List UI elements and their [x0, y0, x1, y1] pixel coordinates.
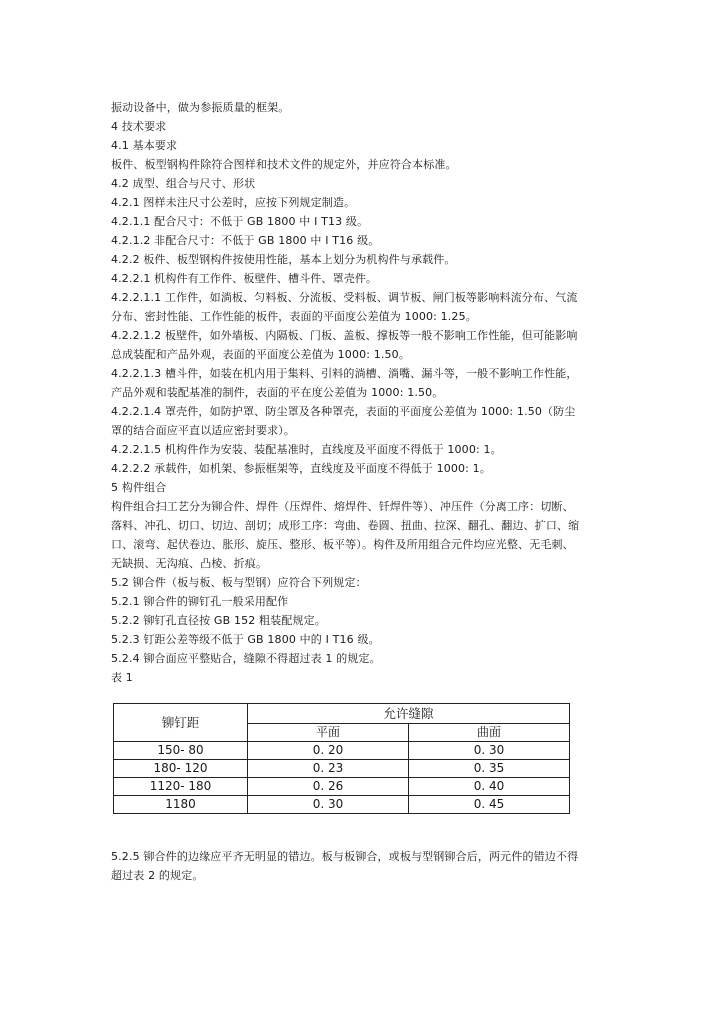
section-heading: 4.1 基本要求 [111, 139, 178, 152]
text-line: 4.2.2.1.5 机构件作为安装、装配基准时，直线度及平面度不得低于 1000: 1。 [111, 443, 502, 456]
table-cell: 0. 30 [248, 796, 409, 814]
text-line: 罩的结合面应平直以适应密封要求）。 [111, 424, 296, 437]
table-cell: 0. 30 [409, 742, 570, 760]
text-line: 4.2.1 图样未注尺寸公差时，应按下列规定制造。 [111, 196, 356, 209]
text-line: 5.2.3 钉距公差等级不低于 GB 1800 中的 I T16 级。 [111, 633, 380, 646]
text-line: 落料、冲孔、切口、切边、剖切；成形工序：弯曲、卷圆、扭曲、拉深、翻孔、翻边、扩口、缩 [111, 519, 580, 532]
table-header-row [114, 704, 570, 724]
text-line: 无缺损、无沟痕、凸棱、折痕。 [111, 557, 268, 570]
text-line: 5.2.2 铆钉孔直径按 GB 152 粗装配规定。 [111, 614, 326, 627]
table-cell: 0. 20 [248, 742, 409, 760]
table-cell: 0. 23 [248, 760, 409, 778]
table-cell: 1120- 180 [114, 778, 248, 796]
text-line: 4.2.2.1 机构件有工作件、板壁件、槽斗件、罩壳件。 [111, 272, 378, 285]
text-line: 板件、板型钢构件除符合图样和技术文件的规定外，并应符合本标准。 [111, 158, 457, 171]
table-caption: 表 1 [111, 671, 133, 684]
text-line: 4.2.2.1.1 工作件，如淌板、匀料板、分流板、受料板、调节板、闸门板等影响料流分布、气流 [111, 291, 578, 304]
flat-surface-header: 平面 [248, 724, 409, 742]
table-row [114, 760, 570, 778]
table-cell: 1180 [114, 796, 248, 814]
section-heading: 4 技术要求 [111, 120, 167, 133]
text-line: 产品外观和装配基准的制件，表面的平在度公差值为 1000: 1.50。 [111, 386, 444, 399]
table-cell: 180- 120 [114, 760, 248, 778]
text-line: 4.2.2.1.2 板壁件，如外墙板、内隔板、门板、盖板、撑板等一般不影响工作性能，但可能影响 [111, 329, 578, 342]
text-line: 振动设备中，做为参振质量的框架。 [111, 101, 290, 114]
rivet-gap-table [113, 703, 570, 814]
table-row [114, 796, 570, 814]
section-heading: 5 构件组合 [111, 481, 167, 494]
table-row [114, 778, 570, 796]
section-heading: 4.2 成型、组合与尺寸、形状 [111, 177, 256, 190]
rivet-pitch-header: 铆钉距 [114, 704, 248, 742]
text-line: 超过表 2 的规定。 [111, 869, 204, 882]
text-line: 5.2.5 铆合件的边缘应平齐无明显的错边。板与板铆合，或板与型钢铆合后，两元件的错边不得 [111, 850, 579, 863]
text-line: 5.2 铆合件（板与板、板与型钢）应符合下列规定： [111, 576, 367, 589]
text-line: 4.2.1.2 非配合尺寸：不低于 GB 1800 中 I T16 级。 [111, 234, 380, 247]
allowed-gap-header: 允许缝隙 [248, 704, 570, 724]
text-line: 5.2.1 铆合件的铆钉孔一般采用配作 [111, 595, 289, 608]
table-cell: 0. 35 [409, 760, 570, 778]
table-cell: 0. 40 [409, 778, 570, 796]
text-line: 口、滚弯、起伏卷边、胀形、旋压、整形、板平等）。构件及所用组合元件均应光整、无毛刺、 [111, 538, 574, 551]
table-row [114, 742, 570, 760]
text-line: 4.2.2.2 承载件，如机架、参振框架等，直线度及平面度不得低于 1000: 1。 [111, 462, 491, 475]
text-line: 4.2.2.1.4 罩壳件，如防护罩、防尘罩及各种罩壳，表面的平面度公差值为 1000: 1.50（防尘 [111, 405, 576, 418]
table-cell: 0. 45 [409, 796, 570, 814]
text-line: 4.2.2.1.3 槽斗件，如装在机内用于集料、引料的淌槽、淌嘴、漏斗等，一般不影响工作性能， [111, 367, 578, 380]
curved-surface-header: 曲面 [409, 724, 570, 742]
text-line: 4.2.2 板件、板型钢构件按使用性能，基本上划分为机构件与承载件。 [111, 253, 456, 266]
text-line: 4.2.1.1 配合尺寸：不低于 GB 1800 中 I T13 级。 [111, 215, 369, 228]
text-line: 构件组合扫工艺分为铆合件、焊件（压焊件、熔焊件、钎焊件等）、冲压件（分离工序：切断、 [111, 500, 574, 513]
text-line: 5.2.4 铆合面应平整贴合，缝隙不得超过表 1 的规定。 [111, 652, 381, 665]
text-line: 分布、密封性能、工作性能的板件，表面的平面度公差值为 1000: 1.25。 [111, 310, 477, 323]
text-line: 总成装配和产品外观，表面的平面度公差值为 1000: 1.50。 [111, 348, 410, 361]
table-cell: 150- 80 [114, 742, 248, 760]
table-cell: 0. 26 [248, 778, 409, 796]
